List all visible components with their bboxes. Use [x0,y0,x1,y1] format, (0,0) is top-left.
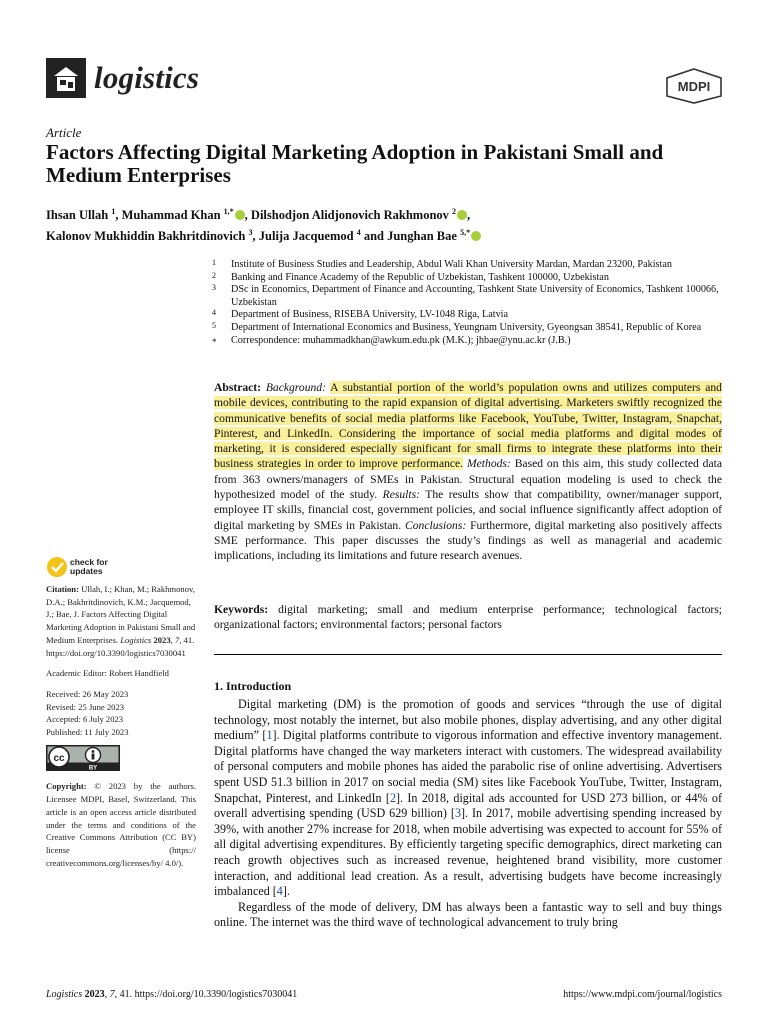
results-text: The results show that compatibility, owner/manager support, employee IT skills, financial cost, government policies, and social influence significantly affect adoption of digital marketing by SMEs in Pakistan. [214,488,722,532]
footer-journal: Logistics [46,989,83,1000]
affiliation-mark: 2 [212,270,216,280]
citation-tail: , 41. https://doi.org/10.3390/logistics7030041 [46,634,195,658]
affiliation-text: Department of Business, RISEBA University, LV-1048 Riga, Latvia [231,309,509,321]
orcid-icon[interactable] [471,231,481,241]
footer-citation: Logistics 2023, 7, 41. https://doi.org/10.3390/logistics7030041 [46,989,298,1000]
check-updates-line1: check for [70,557,108,567]
author-separator: , [244,208,251,223]
author-name: Ihsan Ullah [46,208,109,223]
svg-text:cc: cc [53,752,65,764]
author-affiliation-mark: 1,* [223,207,234,216]
affiliation-item [212,259,724,272]
affiliation-text: Institute of Business Studies and Leadership, Abdul Wali Khan University Mardan, Mardan 23200, Pakistan [231,259,672,270]
keywords [214,602,722,633]
section-heading: 1. Introduction [214,679,292,693]
article-type: Article [46,125,82,140]
citation-year: 2023 [153,634,171,645]
citation: Citation: Ullah, I.; Khan, M.; Rakhmonov, D.A.; Bakhritdinovich, K.M.; Jacquemod, J.; Bae, J. Factors Affecting Digital Marketing Adoption in Pakistani Small and Medium Enterprises. Logistics 2023, 7, 41. https://doi.org/10.3390/logistics7030041 [46,584,196,658]
copyright-text: © 2023 by the authors. Licensee MDPI, Basel, Switzerland. This article is an open access article distributed under the terms and conditions of the Creative Commons Attribution (CC BY) license (https:// creativecommons.org/licenses/by/ 4.0/). [46,781,196,868]
affiliation-item [212,335,724,348]
body-text [214,697,722,931]
conclusions-text: Furthermore, digital marketing also positively affects SME performance. This paper discusses the study’s findings as well as managerial and academic implications, including its limitations and future research avenues. [214,518,722,563]
author-separator: and [360,229,388,244]
mdpi-logo [664,68,724,104]
citation-label: Citation: [46,584,79,594]
keywords-text: digital marketing; small and medium enterprise performance; technological factors; organizational factors; environmental factors; personal factors [214,603,722,632]
cc-by-license-icon [46,745,120,771]
check-for-updates-button[interactable] [46,556,146,578]
abstract-label: Abstract: [214,381,262,394]
cc-badge-text: BY [88,765,98,771]
affiliation-mark: 5 [212,320,216,330]
citation-text: Ullah, I.; Khan, M.; Rakhmonov, D.A.; Bakhritdinovich, K.M.; Jacquemod, J.; Bae, J. Factors Affecting Digital Marketing Adoption in Pakistani Small and Medium Enterprises. [46,584,196,645]
author-separator: , [467,208,471,223]
affiliation-text: Correspondence: muhammadkhan@awkum.edu.pk (M.K.); jhbae@ynu.ac.kr (J.B.) [231,334,571,346]
affiliation-mark: 3 [212,283,216,293]
accepted-date: Accepted: 6 July 2023 [46,714,124,725]
copyright-label: Copyright: [46,781,87,792]
background-label: Background: [265,381,326,394]
check-for-updates-icon [46,556,68,578]
abstract [214,380,722,564]
affiliation-text: DSc in Economics, Department of Finance and Accounting, Tashkent State University of Economics, Tashkent 100066, Uzbekistan [231,284,719,308]
methods-label: Methods: [467,457,511,471]
affiliation-item [212,322,724,335]
section-divider [214,654,722,655]
reference-link-1[interactable]: 1 [266,728,273,743]
author-name: Muhammad Khan [121,208,221,223]
revised-date: Revised: 25 June 2023 [46,701,125,712]
results-label: Results: [382,488,420,502]
author-affiliation-mark: 1 [111,207,116,216]
background-text: A substantial portion of the world’s population owns and utilizes computers and mobile devices, contributing to the rapid expansion of digital advertising. Marketers swiftly recognized the communicative benefits of social media platforms like Facebook, YouTube, Twitter, Instagram, Snapchat, Pinterest, and LinkedIn. Considering the importance of social media platforms and digital modes of marketing, it is considered especially significant for small firms to integrate these platforms into their business strategies in order to improve performance. [214,381,722,471]
footer-journal-url[interactable]: https://www.mdpi.com/journal/logistics [563,989,722,1000]
author-line-1 [46,203,736,224]
orcid-icon[interactable] [457,210,467,220]
citation-journal: Logistics [120,634,152,645]
affiliation-mark: * [212,336,217,347]
author-name: Kalonov Mukhiddin Bakhritdinovich [46,229,246,244]
author-name: Junghan Bae [387,229,457,244]
author-separator: , [252,229,259,244]
received-date: Received: 26 May 2023 [46,688,129,699]
affiliation-mark: 4 [212,308,216,318]
methods-text: Based on this aim, this study collected data from 363 owners/managers of SMEs in Pakistan. Structural equation modeling is used to check the hypothesized model of the study. [214,457,722,502]
author-separator: , [115,208,122,223]
affiliation-item [212,284,724,309]
author-affiliation-mark: 3 [248,228,253,238]
mdpi-logo-text: MDPI [677,79,711,94]
author-affiliation-mark: 5,* [460,228,471,238]
author-list [46,203,736,245]
journal-logo-icon [46,58,86,98]
author-affiliation-mark: 2 [452,207,457,216]
affiliation-text: Banking and Finance Academy of the Republic of Uzbekistan, Tashkent 100000, Uzbekistan [231,271,609,283]
paragraph-1: Digital marketing (DM) is the promotion of goods and services “through the use of digital technology, most notably the internet, but also mobile phones, display advertising, and any other digital medium” [1]. Digital platforms contribute to vigorous information and effective inventory management. Digital platforms have changed the way marketers interact with customers. The widespread availability of personal computers and mobile phones has aided the parabolic rise of online advertising. Advertisers spent USD 51.3 billion in 2017 on social media (SM) sites like Facebook YouTube, Twitter, Instagram, Snapchat, Pinterest, and LinkedIn [2]. In 2018, digital ads accounted for USD 273 billion, or 44% of overall advertising spending (USD 629 billion) [3]. In 2017, mobile advertising spending increased by 39%, with another 27% increase for 2018, when mobile advertising was expected to account for 55% of all digital advertising expenditures. By efficiently targeting specific demographics, direct marketing can reach growth objectives such as increased revenue, heightened brand visibility, more customer interaction, and additional lead creation. As a result, advertising budgets have become increasingly imbalanced [4]. [214,697,723,899]
copyright [46,780,196,869]
footer-tail: , 41. https://doi.org/10.3390/logistics7030041 [114,989,298,1000]
check-updates-line2: updates [70,566,103,576]
affiliation-item [212,309,724,322]
footer-year: 2023 [84,989,105,1000]
affiliation-text: Department of International Economics and Business, Yeungnam University, Gyeongsan 38541, Republic of Korea [231,321,702,333]
citation-volume: 7 [174,634,180,645]
reference-link-3[interactable]: 3 [454,806,461,821]
journal-name: logistics [94,60,200,95]
published-date: Published: 11 July 2023 [46,727,129,738]
article-title: Factors Affecting Digital Marketing Adoption in Pakistani Small and Medium Enterprises [46,140,664,187]
keywords-label: Keywords: [214,603,269,616]
affiliation-item [212,272,724,285]
conclusions-label: Conclusions: [405,518,467,532]
reference-link-4[interactable]: 4 [276,884,283,899]
footer-volume: 7 [109,989,115,1000]
author-line-2 [46,224,736,245]
academic-editor: Academic Editor: Robert Handfield [46,668,169,679]
sidebar [46,583,196,869]
affiliations [212,259,724,347]
paragraph-2: Regardless of the mode of delivery, DM has always been a fantastic way to sell and buy things online. The internet was the third wave of technological advancement to truly bring [214,899,722,930]
author-name: Dilshodjon Alidjonovich Rakhmonov [250,208,449,223]
affiliation-mark: 1 [212,258,216,267]
reference-link-2[interactable]: 2 [389,790,396,805]
orcid-icon[interactable] [235,210,245,220]
author-name: Julija Jacquemod [258,229,354,244]
author-affiliation-mark: 4 [356,228,361,238]
